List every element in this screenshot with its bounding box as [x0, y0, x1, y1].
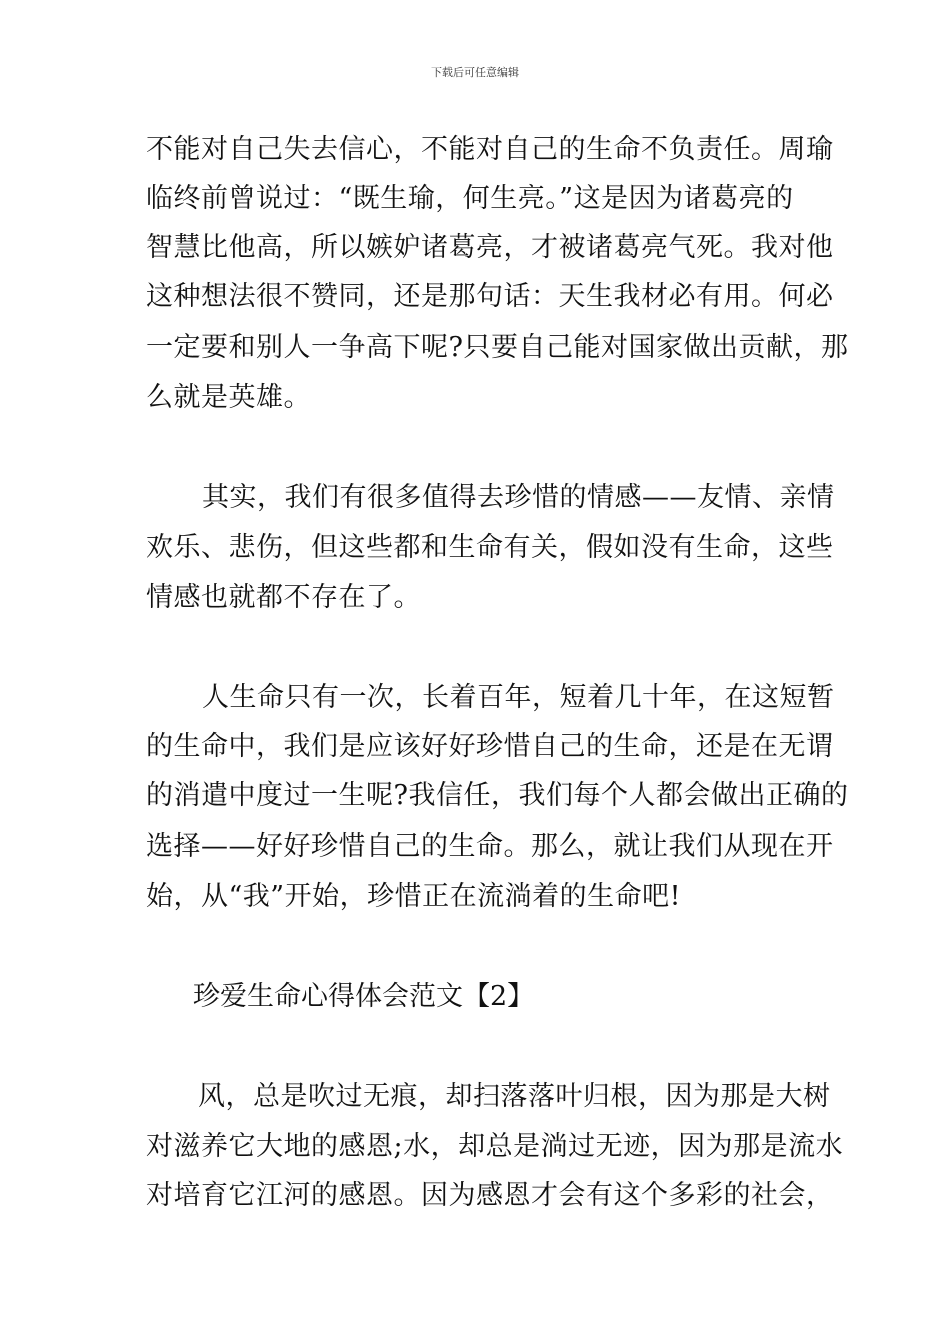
paragraph-line: 的生命中，我们是应该好好珍惜自己的生命，还是在无谓 — [146, 731, 834, 762]
paragraph-line: 一定要和别人一争高下呢?只要自己能对国家做出贡献，那 — [146, 332, 849, 363]
paragraph-line: 始，从“我”开始，珍惜正在流淌着的生命吧! — [146, 881, 681, 912]
paragraph-line: 选择——好好珍惜自己的生命。那么，就让我们从现在开 — [146, 831, 834, 862]
paragraph-line: 对滋养它大地的感恩;水，却总是淌过无迹，因为那是流水 — [146, 1131, 844, 1162]
paragraph-line: 人生命只有一次，长着百年，短着几十年，在这短暂 — [202, 682, 835, 713]
paragraph-line: 的消遣中度过一生呢?我信任，我们每个人都会做出正确的 — [146, 780, 849, 811]
page-header: 下载后可任意编辑 — [431, 66, 519, 79]
paragraph-line: 这种想法很不赞同，还是那句话：天生我材必有用。何必 — [146, 281, 834, 312]
paragraph-line: 其实，我们有很多值得去珍惜的情感——友情、亲情 — [202, 482, 835, 513]
paragraph-line: 不能对自己失去信心，不能对自己的生命不负责任。周瑜 — [146, 134, 834, 165]
paragraph-line: 临终前曾说过：“既生瑜，何生亮。”这是因为诸葛亮的 — [146, 183, 794, 214]
section-heading: 珍爱生命心得体会范文【2】 — [193, 981, 535, 1012]
paragraph-line: 么就是英雄。 — [146, 382, 311, 413]
paragraph-line: 对培育它江河的感恩。因为感恩才会有这个多彩的社会， — [146, 1180, 834, 1211]
paragraph-line: 情感也就都不存在了。 — [146, 582, 421, 613]
paragraph-line: 智慧比他高，所以嫉妒诸葛亮，才被诸葛亮气死。我对他 — [146, 232, 834, 263]
paragraph-line: 欢乐、悲伤，但这些都和生命有关，假如没有生命，这些 — [146, 532, 834, 563]
paragraph-line: 风，总是吹过无痕，却扫落落叶归根，因为那是大树 — [198, 1081, 831, 1112]
